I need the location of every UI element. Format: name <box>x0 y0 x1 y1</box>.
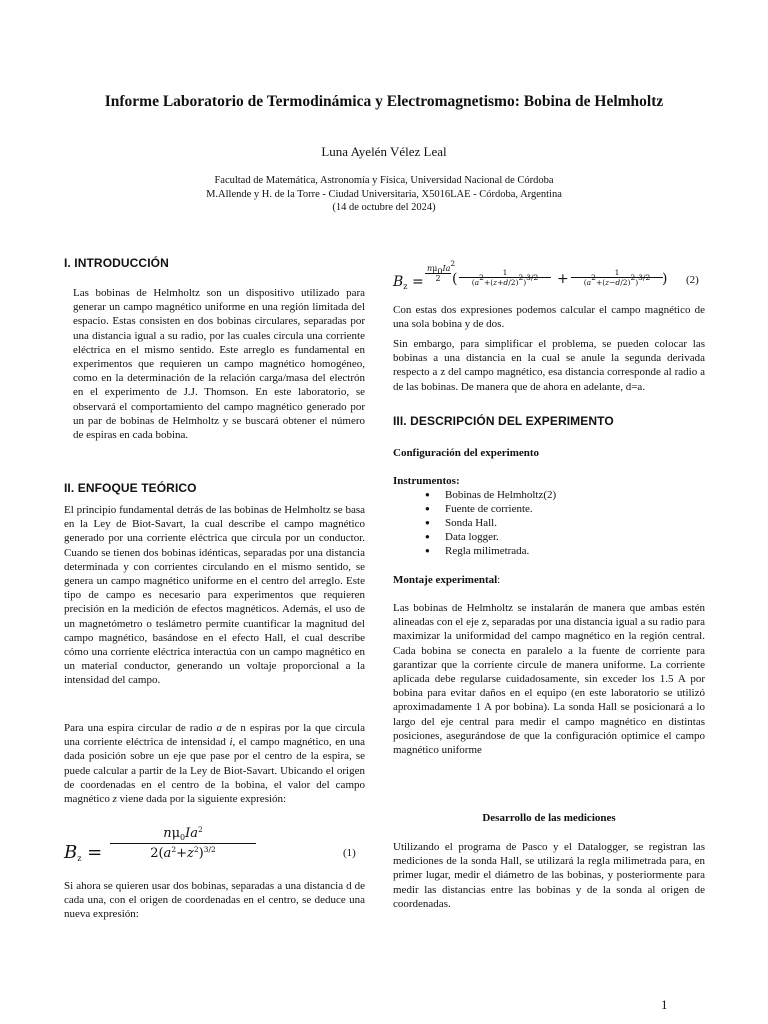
theory-paragraph-1: El principio fundamental detrás de las bobinas de Helmholtz se basa en la Ley de Biot-Savart, la cual describe el campo magnético generado por una corriente eléctrica que circula por un conductor. Cuando se tienen dos bobinas idénticas, separadas por una distancia determinada y con corrientes circulando en el mismo sentido, se genera un campo magnético uniforme en el centro del arreglo. Este tipo de campo es necesario para experimentos que requieren precisión en la medición de efectos magnéticos. Además, el uso de un magnetómetro o teslámetro permite cuantificar la magnitud del campo magnético, basándose en el efecto Hall, el cual describe cómo una corriente eléctrica interactúa con un campo magnético en un material conductor, generando un voltaje proporcional a la intensidad del campo. <box>64 504 365 687</box>
section-heading-introduccion: I. INTRODUCCIÓN <box>64 256 169 270</box>
paper-title: Informe Laboratorio de Termodinámica y Electromagnetismo: Bobina de Helmholtz <box>104 93 664 110</box>
affiliation-block <box>80 174 688 215</box>
theory-paragraph-3: Si ahora se quieren usar dos bobinas, separadas a una distancia d de cada una, con el origen de coordenadas en el centro, se deduce una nueva expresión: <box>64 880 365 921</box>
theory-p2-part-c: , el campo magnético, en una dada posición sobre un eje que pase por el centro de la espira, se puede calcular a partir de la Ley de Biot-Savart. Ubicando el origen de coordenadas en el centro de la bobina, el valor del campo magnético <box>64 736 365 806</box>
variable-z: z <box>112 793 117 806</box>
list-item: ● Sonda Hall. <box>393 516 705 530</box>
instruments-list <box>393 488 705 558</box>
list-item: ● Data logger. <box>393 530 705 544</box>
equation-1: Bz = $\frac{n\mu_0Ia^2}{2(a^2+z^2)^{3/2}}$ (1) <box>64 825 356 863</box>
desarrollo-heading: Desarrollo de las mediciones <box>482 812 616 824</box>
intro-paragraph: Las bobinas de Helmholtz son un dispositivo utilizado para generar un campo magnético uniforme en una región limitada del espacio. Estas consisten en dos bobinas circulares, separadas por una distancia igual a su radio, por las cuales circula una corriente eléctrica en el mismo sentido. Este arreglo es fundamental en experimentos que requieren un campo magnético homogéneo, como en la determinación de la relación carga/masa del electrón en el experimento de J.J. Thomson. En este laboratorio, se observará el comportamiento del campo magnético generado por un par de bobinas de Helmholtz y se buscará obtener el número de espiras en cada bobina. <box>73 287 365 442</box>
theory-p2-part-b: de n espiras por la que circula una corriente eléctrica de intensidad <box>64 722 365 749</box>
config-heading: Configuración del experimento <box>393 447 540 459</box>
montaje-heading: Montaje experimental <box>393 574 498 586</box>
montaje-colon: : <box>497 574 501 586</box>
equation-2-label: (2) <box>686 274 699 286</box>
affiliation-line-2: M.Allende y H. de la Torre - Ciudad Universitaria, X5016LAE - Córdoba, Argentina <box>206 188 562 200</box>
montaje-heading-line <box>393 573 500 587</box>
variable-a: a <box>216 722 222 734</box>
section-heading-descripcion: III. DESCRIPCIÓN DEL EXPERIMENTO <box>393 414 614 428</box>
equation-1-label: (1) <box>343 847 356 859</box>
theory-p2-part-a: Para una espira circular de radio <box>64 722 217 734</box>
list-item: ● Bobinas de Helmholtz(2) <box>393 488 705 502</box>
montaje-paragraph: Las bobinas de Helmholtz se instalarán de manera que ambas estén alineadas con el eje z, separadas por una distancia igual a su radio para maximizar la uniformidad del campo magnético en la región central. Cada bobina se conecta en paralelo a la fuente de corriente para garantizar que la corriente circule de manera uniforme. La corriente aplicada debe regularse cuidadosamente, sin exceder los 1.5 A por bobina para evitar daños en el equipo (en este laboratorio se utilizó aproximadamente 1 A por bobina). La sonda Hall se posicionará a lo largo del eje central para medir el campo magnético en distintas posiciones, asegurándose de que la configuración optimice el campo magnético uniforme <box>393 602 705 757</box>
list-item: ● Fuente de corriente. <box>393 502 705 516</box>
theory-p2-part-d: viene dada por la siguiente expresión: <box>116 793 287 806</box>
instruments-heading: Instrumentos: <box>393 475 460 487</box>
list-item: ● Regla milimetrada. <box>393 544 705 558</box>
variable-i: i <box>229 736 233 749</box>
author-name: Luna Ayelén Vélez Leal <box>321 144 447 159</box>
affiliation-line-1: Facultad de Matemática, Astronomía y Física, Universidad Nacional de Córdoba <box>214 175 554 186</box>
right-paragraph-1: Con estas dos expresiones podemos calcular el campo magnético de una sola bobina y de dos. <box>393 304 705 331</box>
equation-2: $B_z$ = $\frac{n\mu 0Ia2}{2}$ ( $\frac{1}{(a2+(z+d/2)2)3/2}$ + $\frac{1}{(a2+(z-d/2)2)3/2}$ ) (2) <box>393 259 699 291</box>
desarrollo-paragraph: Utilizando el programa de Pasco y el Datalogger, se registran las mediciones de la sonda Hall, se utilizará la regla milimetrada para, en primer lugar, medir el diámetro de las bobinas, y posteriormente para medir las distancias entre las bobinas y de la sonda al origen de coordenadas. <box>393 841 705 910</box>
right-paragraph-2: Sin embargo, para simplificar el problema, se pueden colocar las bobinas a una distancia en la cual se anule la segunda derivada respecto a z del campo magnético, esa distancia corresponde al radio a de las bobinas. De manera que de ahora en adelante, d=a. <box>393 338 705 393</box>
affiliation-date: (14 de octubre del 2024) <box>332 202 436 213</box>
theory-paragraph-2 <box>64 721 365 806</box>
page-number: 1 <box>661 997 668 1012</box>
section-heading-enfoque-teorico: II. ENFOQUE TEÓRICO <box>64 481 197 495</box>
